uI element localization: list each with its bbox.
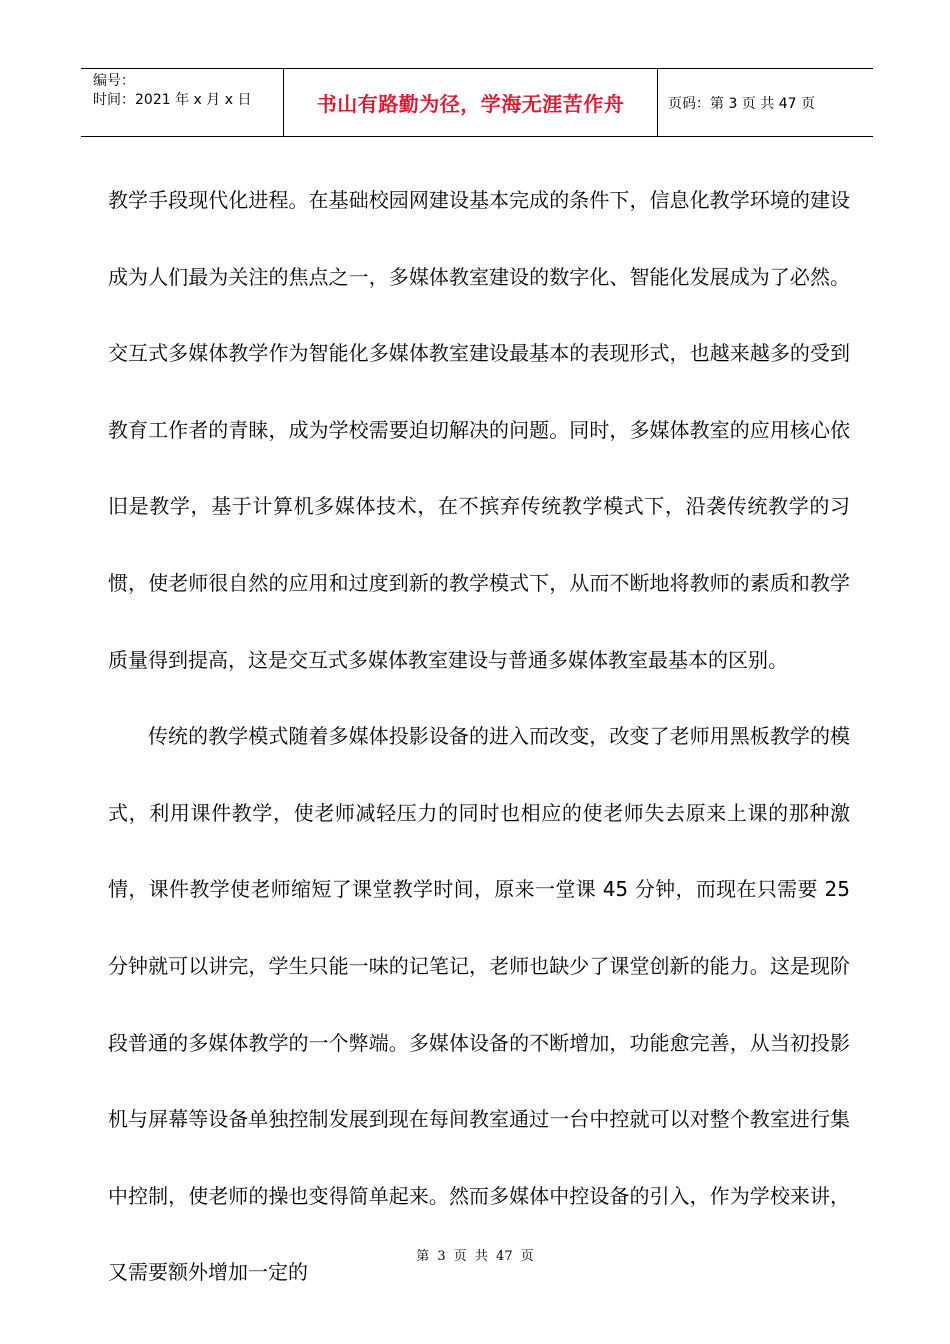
header-page-info: 页码：第 3 页 共 47 页: [668, 95, 815, 112]
paragraph: 传统的教学模式随着多媒体投影设备的进入而改变，改变了老师用黑板教学的模式，利用课件教学，使老师减轻压力的同时也相应的使老师失去原来上课的那种激情，课件教学使老师缩短了课堂教学时间，原来一堂课 45 分钟，而现在只需要 25 分钟就可以讲完，学生只能一味的记笔记，老师也缺少了课堂创新的能力。这是现阶段普通的多媒体教学的一个弊端。多媒体设备的不断增加，功能愈完善，从当初投影机与屏幕等设备单独控制发展到现在每间教室通过一台中控就可以对整个教室进行集中控制，使老师的操也变得简单起来。然而多媒体中控设备的引入，作为学校来讲，又需要额外增加一定的: [108, 724, 850, 1285]
paragraph: 教学手段现代化进程。在基础校园网建设基本完成的条件下，信息化教学环境的建设成为人们最为关注的焦点之一，多媒体教室建设的数字化、智能化发展成为了必然。交互式多媒体教学作为智能化多媒体教室建设最基本的表现形式，也越来越多的受到教育工作者的青睐，成为学校需要迫切解决的问题。同时，多媒体教室的应用核心依旧是教学，基于计算机多媒体技术，在不摈弃传统教学模式下，沿袭传统教学的习惯，使老师很自然的应用和过度到新的教学模式下，从而不断地将教师的素质和教学质量得到提高，这是交互式多媒体教室建设与普通多媒体教室最基本的区别。: [108, 188, 850, 672]
page-footer: 第 3 页 共 47 页: [416, 1249, 534, 1264]
time-label: 时间：2021 年 x 月 x 日: [93, 92, 252, 108]
page-header: [81, 68, 873, 137]
document-body: [108, 162, 850, 1311]
header-motto: 书山有路勤为径，学海无涯苦作舟: [284, 69, 658, 136]
header-meta: [81, 69, 284, 136]
serial-label: 编号：: [93, 73, 135, 89]
